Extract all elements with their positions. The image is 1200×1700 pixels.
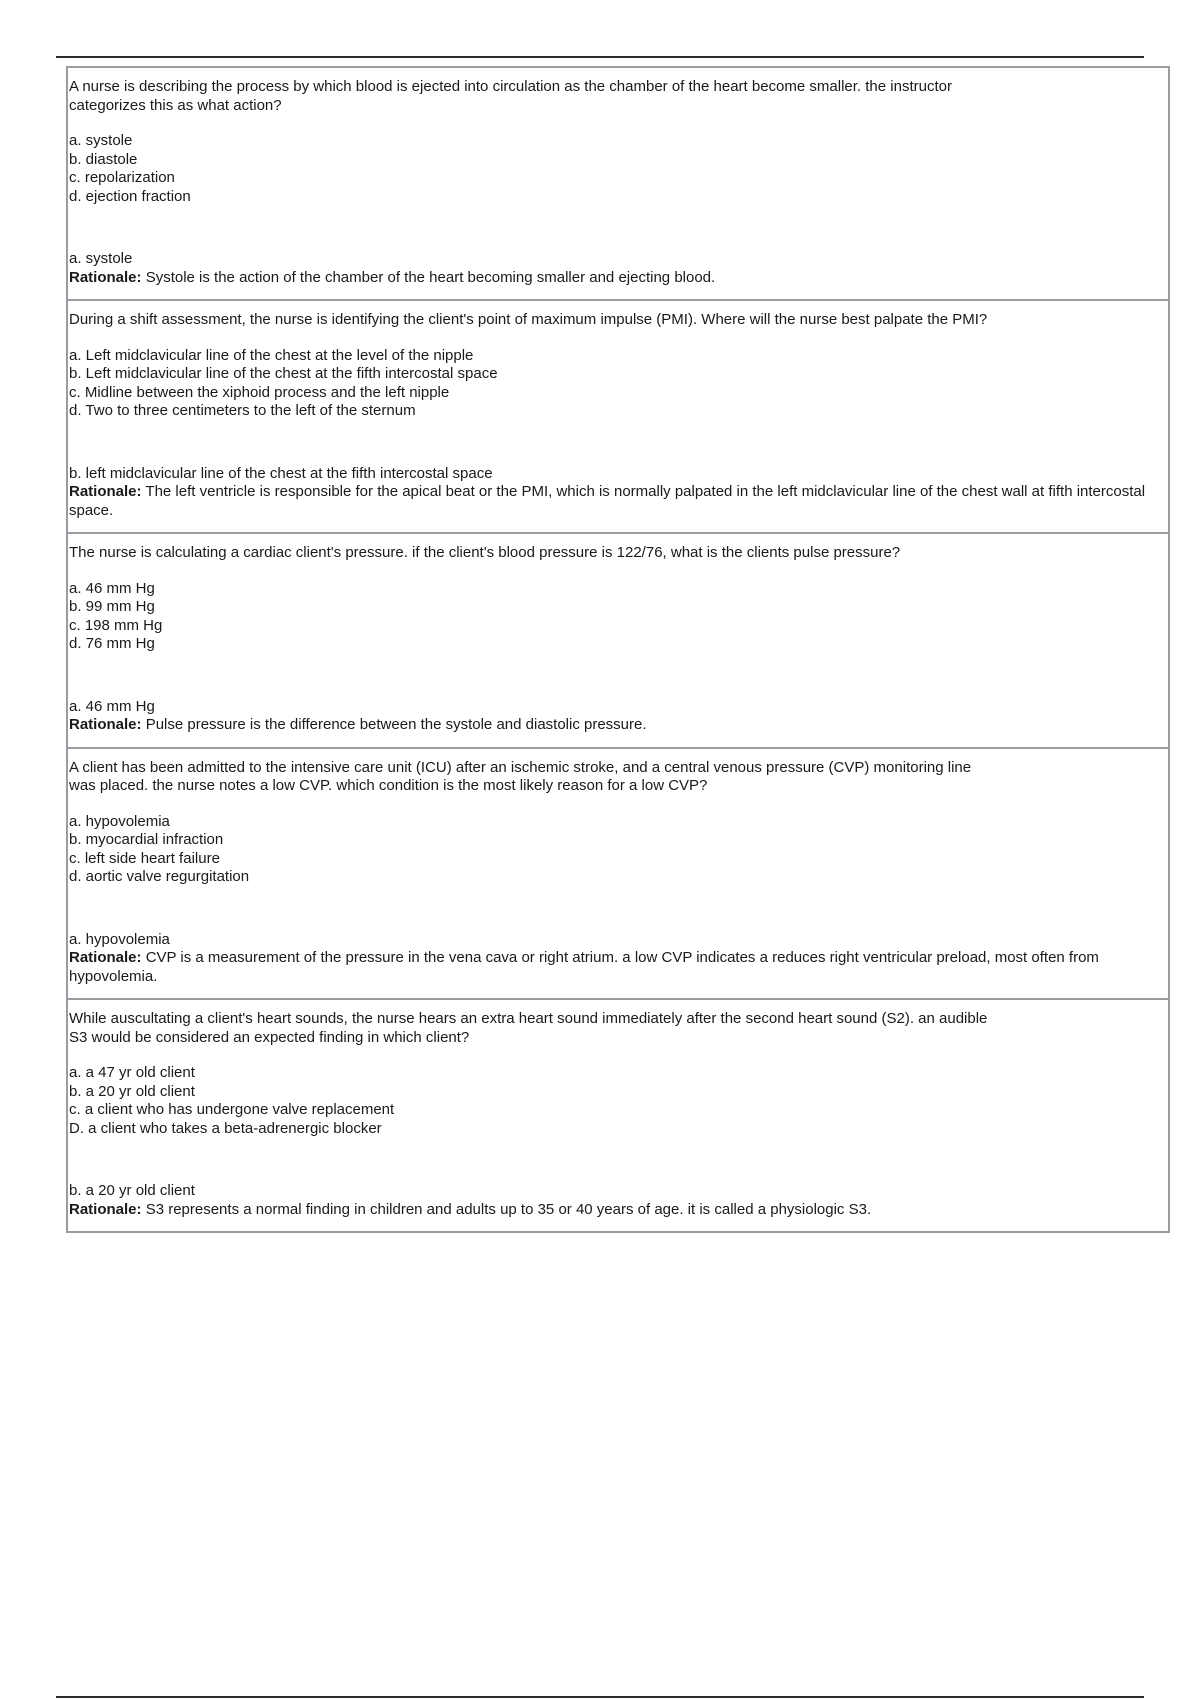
rationale-text: S3 represents a normal finding in children and adults up to 35 or 40 years of age. it is called a physiologic S3. xyxy=(145,1200,872,1218)
option-a: a. systole xyxy=(69,132,133,149)
correct-answer: a. systole xyxy=(69,250,133,267)
rationale xyxy=(69,1201,1150,1220)
qa-table xyxy=(66,66,1170,1233)
answer-block xyxy=(69,250,1150,287)
option-b: b. diastole xyxy=(69,150,138,168)
question-text: The nurse is calculating a cardiac client's pressure. if the client's blood pressure is 122/76, what is the clients pulse pressure? xyxy=(69,544,901,561)
question-text: While auscultating a client's heart sounds, the nurse hears an extra heart sound immediately after the second heart sound (S2). an audible S3 would be considered an expected finding in which client? xyxy=(69,1010,988,1046)
rationale-text: Systole is the action of the chamber of the heart becoming smaller and ejecting blood. xyxy=(145,268,716,286)
option-c: c. repolarization xyxy=(69,169,175,186)
rationale-label: Rationale: xyxy=(69,483,142,500)
rationale xyxy=(69,483,1150,520)
question-card-5 xyxy=(68,998,1168,1231)
rationale-text: The left ventricle is responsible for the apical beat or the PMI, which is normally palpated in the left midclavicular line of the chest wall at fifth intercostal space. xyxy=(69,483,1146,519)
top-rule xyxy=(56,56,1144,58)
rationale xyxy=(69,949,1150,986)
option-a: a. Left midclavicular line of the chest at the level of the nipple xyxy=(69,346,474,364)
rationale xyxy=(69,716,1150,735)
correct-answer: a. hypovolemia xyxy=(69,930,170,948)
answer-block xyxy=(69,465,1150,521)
question-text: During a shift assessment, the nurse is identifying the client's point of maximum impulse (PMI). Where will the nurse best palpate the PMI? xyxy=(69,311,988,328)
option-a: a. 46 mm Hg xyxy=(69,579,155,597)
option-c: c. left side heart failure xyxy=(69,849,220,867)
option-list xyxy=(69,580,1150,654)
option-a: a. a 47 yr old client xyxy=(69,1064,195,1081)
question-text: A nurse is describing the process by which blood is ejected into circulation as the chamber of the heart become smaller. the instructor categorizes this as what action? xyxy=(69,78,952,114)
option-d: d. 76 mm Hg xyxy=(69,635,155,652)
option-d: d. Two to three centimeters to the left of the sternum xyxy=(69,402,416,419)
question-card-3 xyxy=(68,532,1168,747)
rationale xyxy=(69,269,1150,288)
question-card-1 xyxy=(68,68,1168,299)
option-b: b. a 20 yr old client xyxy=(69,1082,195,1100)
bottom-rule xyxy=(56,1696,1144,1698)
option-c: c. a client who has undergone valve replacement xyxy=(69,1101,395,1118)
question-card-2 xyxy=(68,299,1168,532)
answer-block xyxy=(69,931,1150,987)
question-card-4 xyxy=(68,747,1168,999)
rationale-text: CVP is a measurement of the pressure in the vena cava or right atrium. a low CVP indicates a reduces right ventricular preload, most often from hypovolemia. xyxy=(69,949,1099,985)
option-list xyxy=(69,347,1150,421)
rationale-text: Pulse pressure is the difference between the systole and diastolic pressure. xyxy=(145,716,647,733)
question-text: A client has been admitted to the intensive care unit (ICU) after an ischemic stroke, and a central venous pressure (CVP) monitoring line was placed. the nurse notes a low CVP. which condition is the most likely reason for a low CVP? xyxy=(69,758,972,794)
rationale-label: Rationale: xyxy=(69,949,142,966)
option-b: b. 99 mm Hg xyxy=(69,598,155,615)
answer-block xyxy=(69,1182,1150,1219)
option-list xyxy=(69,132,1150,206)
option-d: d. aortic valve regurgitation xyxy=(69,868,250,885)
option-d: D. a client who takes a beta-adrenergic blocker xyxy=(69,1119,382,1137)
correct-answer: b. left midclavicular line of the chest at the fifth intercostal space xyxy=(69,464,493,482)
option-a: a. hypovolemia xyxy=(69,812,170,830)
option-c: c. 198 mm Hg xyxy=(69,616,163,634)
option-b: b. myocardial infraction xyxy=(69,831,224,848)
option-b: b. Left midclavicular line of the chest at the fifth intercostal space xyxy=(69,365,498,382)
option-list xyxy=(69,1064,1150,1138)
option-c: c. Midline between the xiphoid process and the left nipple xyxy=(69,383,450,401)
correct-answer: a. 46 mm Hg xyxy=(69,697,155,715)
rationale-label: Rationale: xyxy=(69,716,142,733)
option-list xyxy=(69,813,1150,887)
rationale-label: Rationale: xyxy=(69,1200,142,1218)
correct-answer: b. a 20 yr old client xyxy=(69,1182,195,1199)
rationale-label: Rationale: xyxy=(69,268,142,286)
answer-block xyxy=(69,698,1150,735)
option-d: d. ejection fraction xyxy=(69,187,191,205)
